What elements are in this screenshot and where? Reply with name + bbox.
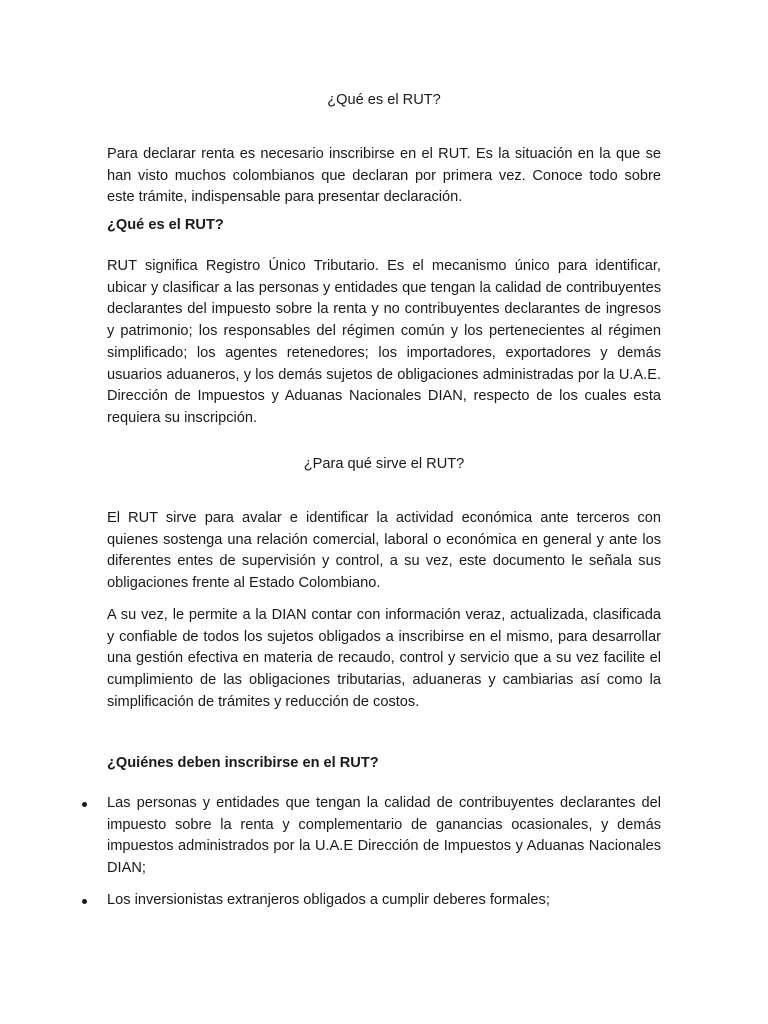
document-title: ¿Qué es el RUT? <box>327 92 441 108</box>
section-heading-para-que: ¿Para qué sirve el RUT? <box>303 456 465 472</box>
list-item-text: Las personas y entidades que tengan la calidad de contribuyentes declarantes del impuesto sobre la renta y complementario de ganancias ocasionales, y demás impuestos administrados por la U.A.E Dirección de Impuestos y Aduanas Nacionales DIAN; <box>107 795 661 877</box>
section-heading-quienes: ¿Quiénes deben inscribirse en el RUT? <box>107 755 379 771</box>
section-paragraph-que-es: RUT significa Registro Único Tributario. Es el mecanismo único para identificar, ubicar y clasificar a las personas y entidades que tengan la calidad de contribuyentes declarantes del impuesto sobre la renta y no contribuyentes declarantes de ingresos y patrimonio; los responsables del régimen común y los pertenecientes al régimen simplificado; los agentes retenedores; los importadores, exportadores y demás usuarios aduaneros, y los demás sujetos de obligaciones administradas por la U.A.E. Dirección de Impuestos y Aduanas Nacionales DIAN, respecto de los cuales esta requiera su inscripción. <box>107 258 661 426</box>
list-item-text: Los inversionistas extranjeros obligados a cumplir deberes formales; <box>107 892 550 908</box>
bullet-icon <box>82 899 87 904</box>
intro-paragraph: Para declarar renta es necesario inscribirse en el RUT. Es la situación en la que se han visto muchos colombianos que declaran por primera vez. Conoce todo sobre este trámite, indispensable para presentar declaración. <box>107 146 661 206</box>
bullet-icon <box>82 802 87 807</box>
list-item <box>107 890 661 912</box>
list-item <box>107 793 661 880</box>
section-paragraph-para-que-2: A su vez, le permite a la DIAN contar con información veraz, actualizada, clasificada y confiable de todos los sujetos obligados a inscribirse en el mismo, para desarrollar una gestión efectiva en materia de recaudo, control y servicio que a su vez facilite el cumplimiento de las obligaciones tributarias, aduaneras y cambiarias así como la simplificación de trámites y reducción de costos. <box>107 607 661 710</box>
section-paragraph-para-que-1: El RUT sirve para avalar e identificar la actividad económica ante terceros con quienes sostenga una relación comercial, laboral o económica en general y ante los diferentes entes de supervisión y control, a su vez, este documento le señala sus obligaciones frente al Estado Colombiano. <box>107 510 661 592</box>
section-heading-que-es: ¿Qué es el RUT? <box>107 217 224 233</box>
